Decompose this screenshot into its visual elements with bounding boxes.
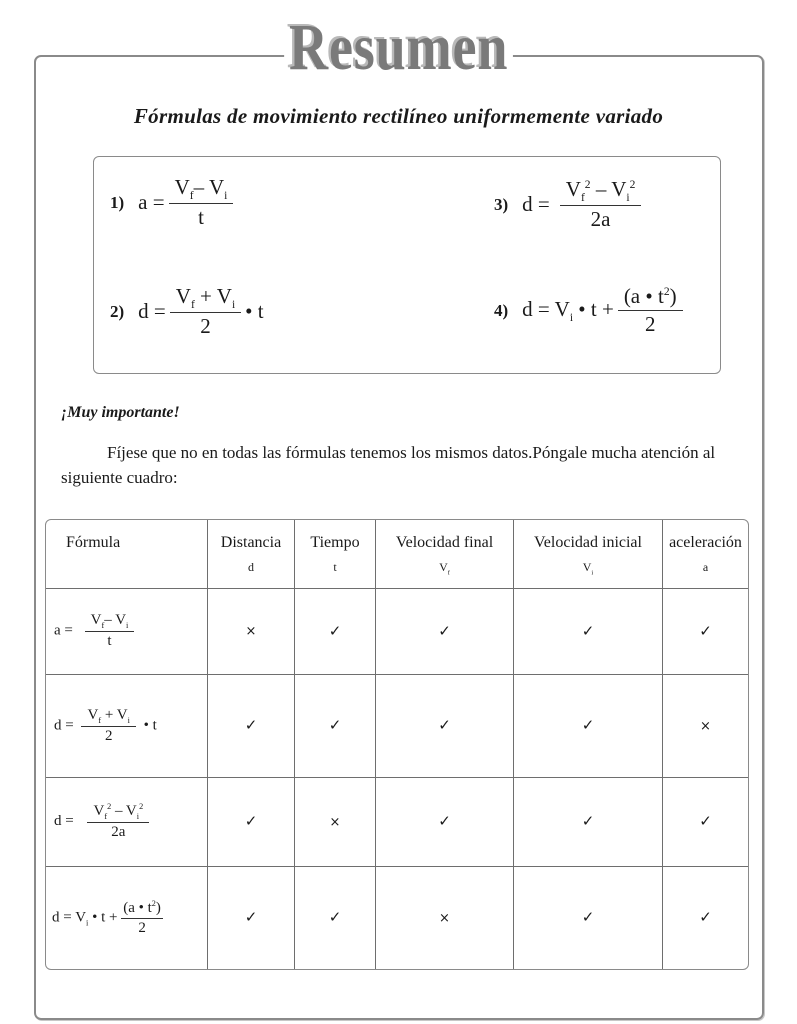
formula-2 <box>110 284 264 339</box>
cell-mark <box>376 866 514 969</box>
check-icon: ✓ <box>244 908 258 927</box>
cell-mark <box>663 674 749 777</box>
table-row <box>46 674 748 777</box>
notice-heading: ¡Muy importante! <box>61 404 180 421</box>
row-formula: a = $\frac{V_f- V_i}{t}$ <box>46 588 208 674</box>
formula-lhs: d = <box>138 299 166 324</box>
denominator: 2 <box>644 312 656 336</box>
check-icon: ✓ <box>581 908 595 927</box>
formula-3 <box>494 177 645 232</box>
cell-mark <box>208 866 295 969</box>
column-header-acceleration: aceleración a <box>663 520 749 588</box>
formula-box <box>93 156 721 374</box>
numerator: $V_f^2 - V_i^2$ <box>560 177 642 206</box>
cross-icon: × <box>329 814 341 830</box>
cell-mark <box>663 588 749 674</box>
cell-mark <box>295 674 376 777</box>
column-header-distance: Distancia d <box>208 520 295 588</box>
cell-mark <box>376 588 514 674</box>
cell-mark <box>663 777 749 866</box>
formula-lhs: d = <box>522 192 550 217</box>
page-subtitle: Fórmulas de movimiento rectilíneo uniformemente variado <box>133 104 664 128</box>
check-icon: ✓ <box>328 716 342 734</box>
numerator: (a • $t^2$) <box>618 284 683 311</box>
cross-icon: × <box>700 718 711 734</box>
numerator: $V_f-$ $V_i$ <box>169 175 234 204</box>
cross-icon: × <box>439 910 450 926</box>
check-icon: ✓ <box>438 716 451 734</box>
check-icon: ✓ <box>581 812 595 830</box>
column-header-initial-velocity: Velocidad inicial $V_i$ <box>514 520 663 588</box>
fraction <box>169 175 234 230</box>
formula-4 <box>494 284 687 337</box>
cross-icon: × <box>245 624 257 639</box>
cell-mark <box>295 777 376 866</box>
cell-mark <box>208 588 295 674</box>
cell-mark <box>514 674 663 777</box>
fraction <box>560 177 642 232</box>
check-icon: ✓ <box>581 621 595 640</box>
denominator: t <box>198 205 204 230</box>
check-icon: ✓ <box>328 908 342 927</box>
formula-lhs: $d = V_i$ • t + <box>522 296 614 325</box>
cell-mark <box>376 674 514 777</box>
check-icon: ✓ <box>699 621 712 640</box>
table-row <box>46 588 748 674</box>
formula-suffix: • t <box>245 299 264 324</box>
cell-mark <box>295 588 376 674</box>
check-icon: ✓ <box>244 716 258 734</box>
check-icon: ✓ <box>438 621 451 640</box>
check-icon: ✓ <box>438 812 451 830</box>
formula-number: 4) <box>494 300 509 320</box>
cell-mark <box>376 777 514 866</box>
cell-mark <box>208 674 295 777</box>
cell-mark <box>514 777 663 866</box>
column-header-time: Tiempo t <box>295 520 376 588</box>
table-row <box>46 777 748 866</box>
check-icon: ✓ <box>328 621 342 640</box>
cell-mark <box>514 588 663 674</box>
formula-number: 2) <box>110 301 125 321</box>
cell-mark <box>295 866 376 969</box>
formula-number: 3) <box>494 194 509 214</box>
title-wrapper <box>0 12 797 84</box>
row-formula: d = $\frac{V_f^2 - V_i^2}{2a}$ <box>46 777 208 866</box>
column-header-formula: Fórmula <box>46 520 208 588</box>
numerator: $V_f + V_i$ <box>170 284 241 313</box>
formula-number: 1) <box>110 192 125 212</box>
notice-text: Fíjese que no en todas las fórmulas tenemos los mismos datos.Póngale mucha atención al siguiente cuadro: <box>61 443 716 487</box>
formula-lhs: a = <box>138 190 165 215</box>
formula-1 <box>110 175 237 230</box>
page-title: Resumen <box>284 12 513 84</box>
fraction <box>618 284 683 337</box>
check-icon: ✓ <box>699 812 712 830</box>
cell-mark <box>663 866 749 969</box>
denominator: 2 <box>200 314 211 339</box>
check-icon: ✓ <box>244 812 258 830</box>
cell-mark <box>514 866 663 969</box>
notice-paragraph <box>61 440 741 490</box>
column-header-final-velocity: Velocidad final $V_f$ <box>376 520 514 588</box>
check-icon: ✓ <box>581 716 595 734</box>
cell-mark <box>208 777 295 866</box>
check-icon: ✓ <box>699 908 712 927</box>
table-header-row <box>46 520 748 588</box>
denominator: 2a <box>590 207 611 232</box>
table-row <box>46 866 748 969</box>
fraction <box>170 284 241 339</box>
row-formula: $d = V_i$ • t + $\frac{(a • t^2)}{2}$ <box>46 866 208 969</box>
comparison-table <box>45 519 749 970</box>
row-formula: d = $\frac{V_f + V_i}{2}$ • t <box>46 674 208 777</box>
